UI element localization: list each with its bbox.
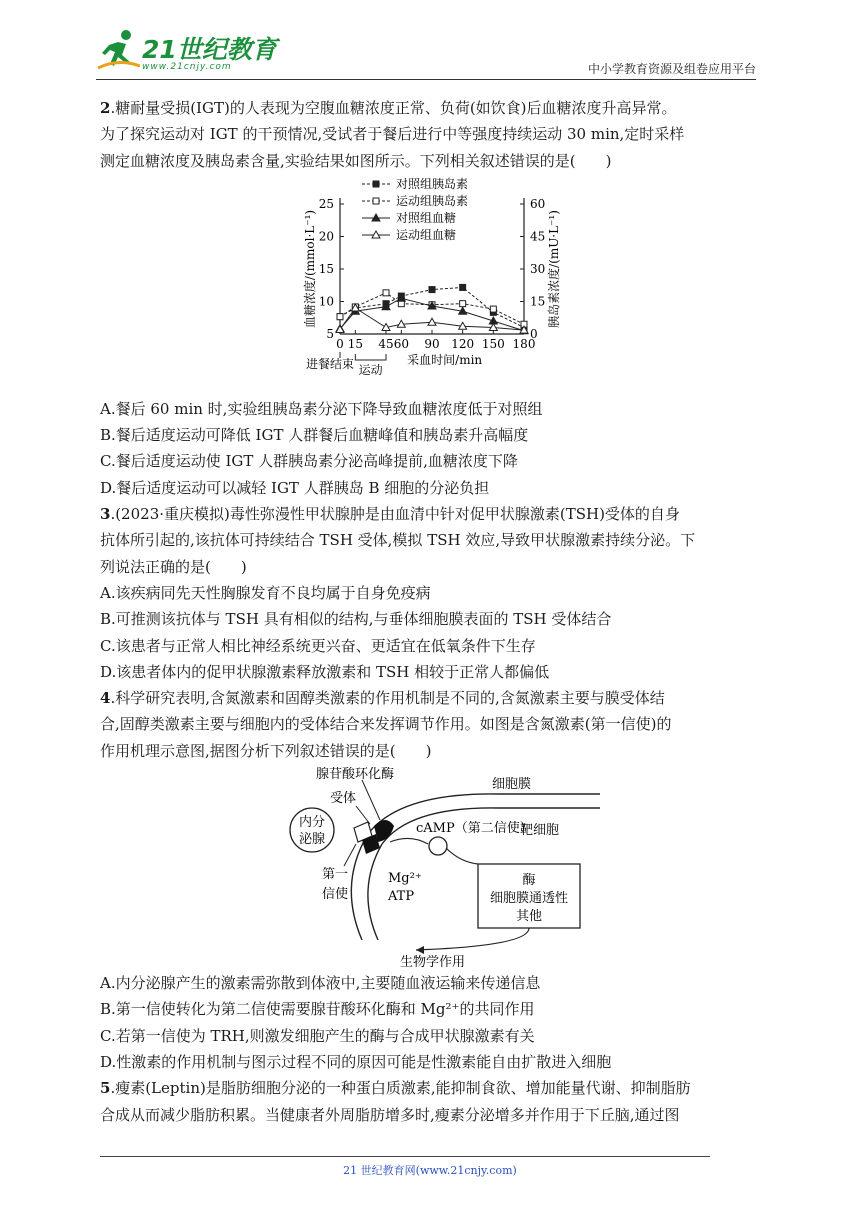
header-divider: [96, 79, 756, 80]
data-point-0-5: [460, 284, 466, 290]
effect-arrow: [416, 928, 529, 950]
question-4-line-1: 4.科学研究表明,含氮激素和固醇类激素的作用机制是不同的,含氮激素主要与膜受体结: [100, 689, 665, 708]
logo-url: www.21cnjy.com: [142, 62, 232, 72]
question-3-option-d[interactable]: D.该患者体内的促甲状腺激素释放激素和 TSH 相较于正常人都偏低: [100, 662, 550, 681]
x-tick-label: 150: [481, 336, 505, 351]
target-cell-label: 靶细胞: [520, 823, 560, 839]
diagram-svg: [100, 764, 760, 970]
legend-marker-1: [373, 198, 379, 204]
question-3-option-b[interactable]: B.可推测该抗体与 TSH 具有相似的结构,与垂体细胞膜表面的 TSH 受体结合: [100, 610, 612, 629]
legend-marker-0: [373, 181, 379, 187]
effect-arrowhead: [416, 946, 424, 954]
y-left-tick-label: 10: [318, 294, 334, 309]
mg-label: Mg²⁺: [388, 871, 422, 887]
site-logo[interactable]: [96, 32, 277, 78]
y-right-tick-label: 0: [530, 326, 538, 341]
gland-label-1: 内分: [298, 815, 326, 831]
legend-label-3: 运动组血糖: [396, 227, 457, 242]
x-axis-label: 采血时间/min: [407, 352, 483, 367]
question-2-option-a[interactable]: A.餐后 60 min 时,实验组胰岛素分泌下降导致血糖浓度低于对照组: [100, 399, 543, 418]
question-4-option-c[interactable]: C.若第一信使为 TRH,则激发细胞产生的酶与合成甲状腺激素有关: [100, 1026, 535, 1045]
y-right-tick-label: 45: [530, 229, 546, 244]
x-tick-label: 15: [347, 336, 363, 351]
first-messenger-label-1: 第一: [322, 867, 349, 883]
conversion-arrow: [390, 838, 428, 844]
camp-circle: [429, 837, 447, 855]
y-left-tick-label: 25: [318, 196, 334, 211]
question-number: 2: [100, 99, 111, 117]
line-chart-figure: [100, 174, 760, 396]
enzyme-pointer: [362, 780, 380, 820]
question-number: 5: [100, 1079, 111, 1098]
footer-text[interactable]: 21 世纪教育网(www.21cnjy.com): [343, 1164, 517, 1177]
runner-icon: [96, 28, 140, 72]
y-left-tick-label: 15: [318, 261, 334, 276]
receptor-label: 受体: [330, 791, 357, 807]
data-point-3-4: [428, 318, 436, 325]
first-messenger-pointer: [344, 844, 356, 866]
page-content: [100, 95, 760, 1128]
y-axis-left-label: 血糖浓度/(mmol·L⁻¹): [303, 209, 317, 328]
footer-divider: [100, 1156, 710, 1157]
question-3-line-1: 3.(2023·重庆模拟)毒性弥漫性甲状腺肿是由血清中针对促甲状腺激素(TSH)受体的自身: [100, 505, 680, 524]
membrane-left-inner: [368, 844, 382, 940]
question-4-option-a[interactable]: A.内分泌腺产生的激素需弥散到体液中,主要随血液运输来传递信息: [100, 974, 541, 993]
membrane-label: 细胞膜: [492, 777, 532, 793]
x-tick-label: 180: [512, 336, 536, 351]
data-point-1-6: [490, 306, 496, 312]
receptor-pointer: [356, 806, 370, 824]
y-right-tick-label: 60: [530, 196, 546, 211]
enzyme-label: 腺苷酸环化酶: [316, 767, 395, 783]
page-header: [0, 0, 860, 84]
y-axis-right-label: 胰岛素浓度/(mU·L⁻¹): [547, 209, 561, 328]
y-right-tick-label: 30: [530, 261, 546, 276]
question-4: [100, 685, 760, 1075]
question-2-option-b[interactable]: B.餐后适度运动可降低 IGT 人群餐后血糖峰值和胰岛素升高幅度: [100, 426, 529, 445]
question-3-line-3: 列说法正确的是( ): [100, 557, 247, 576]
platform-name: 中小学教育资源及组卷应用平台: [587, 62, 756, 76]
camp-label: cAMP（第二信使）: [416, 821, 533, 837]
legend-label-1: 运动组胰岛素: [396, 193, 469, 208]
data-point-1-0: [337, 314, 343, 320]
x-tick-label: 45: [378, 336, 394, 351]
y-left-tick-label: 5: [326, 326, 334, 341]
data-point-1-2: [383, 290, 389, 296]
question-number: 4: [100, 689, 111, 708]
x-tick-label: 90: [424, 336, 440, 351]
gland-label-2: 泌腺: [298, 832, 326, 848]
data-point-0-4: [429, 286, 435, 292]
exercise-bracket: [355, 354, 386, 360]
camp-arrow: [446, 848, 478, 864]
question-4-option-d[interactable]: D.性激素的作用机制与图示过程不同的原因可能是性激素能自由扩散进入细胞: [100, 1052, 612, 1071]
question-2: [100, 95, 760, 501]
question-4-line-3: 作用机理示意图,据图分析下列叙述错误的是( ): [100, 741, 432, 760]
question-3: [100, 501, 760, 685]
logo-text: 21世纪教育: [142, 35, 277, 64]
y-left-tick-label: 20: [318, 229, 334, 244]
question-3-line-2: 抗体所引起的,该抗体可持续结合 TSH 受体,模拟 TSH 效应,导致甲状腺激素持续分泌。下: [100, 531, 696, 550]
question-2-line-3: 测定血糖浓度及胰岛素含量,实验结果如图所示。下列相关叙述错误的是( ): [100, 151, 612, 170]
box-line-enzyme: 酶: [522, 873, 536, 889]
hormone-mechanism-diagram: [100, 764, 760, 970]
x-tick-label: 60: [393, 336, 409, 351]
question-2-line-1: 2.糖耐量受损(IGT)的人表现为空腹血糖浓度正常、负荷(如饮食)后血糖浓度升高异常。: [100, 99, 677, 117]
question-2-option-c[interactable]: C.餐后适度运动使 IGT 人群胰岛素分泌高峰提前,血糖浓度下降: [100, 452, 518, 471]
y-right-tick-label: 15: [530, 294, 546, 309]
x-tick-label: 0: [336, 336, 344, 351]
line-chart: [100, 174, 760, 396]
x-tick-label: 120: [451, 336, 475, 351]
box-line-permeability: 细胞膜通透性: [489, 891, 569, 907]
question-3-option-c[interactable]: C.该患者与正常人相比神经系统更兴奋、更适宜在低氧条件下生存: [100, 636, 536, 655]
question-number: 3: [100, 505, 111, 524]
question-5-line-2: 合成从而减少脂肪积累。当健康者外周脂肪增多时,瘦素分泌增多并作用于下丘脑,通过图: [100, 1105, 680, 1124]
question-3-option-a[interactable]: A.该疾病同先天性胸腺发育不良均属于自身免疫病: [100, 583, 431, 602]
question-5-line-1: 5.瘦素(Leptin)是脂肪细胞分泌的一种蛋白质激素,能抑制食欲、增加能量代谢、抑制脂肪: [100, 1079, 691, 1098]
atp-label: ATP: [388, 889, 415, 905]
question-2-option-d[interactable]: D.餐后适度运动可以减轻 IGT 人群胰岛 B 细胞的分泌负担: [100, 478, 490, 497]
question-5: [100, 1075, 760, 1128]
question-2-line-2: 为了探究运动对 IGT 的干预情况,受试者于餐后进行中等强度持续运动 30 min,定时采样: [100, 125, 685, 144]
box-line-other: 其他: [515, 909, 543, 925]
first-messenger-label-2: 信使: [322, 887, 349, 903]
question-4-line-2: 合,固醇类激素主要与细胞内的受体结合来发挥调节作用。如图是含氮激素(第一信使)的: [100, 715, 672, 734]
annotation-meal-end: 进餐结束: [305, 356, 355, 371]
effect-label: 生物学作用: [400, 955, 466, 971]
annotation-exercise: 运动: [358, 362, 383, 377]
data-point-1-5: [460, 301, 466, 307]
question-4-option-b[interactable]: B.第一信使转化为第二信使需要腺苷酸环化酶和 Mg²⁺的共同作用: [100, 1000, 535, 1019]
legend-label-2: 对照组血糖: [396, 210, 457, 225]
legend-label-0: 对照组胰岛素: [396, 176, 469, 191]
